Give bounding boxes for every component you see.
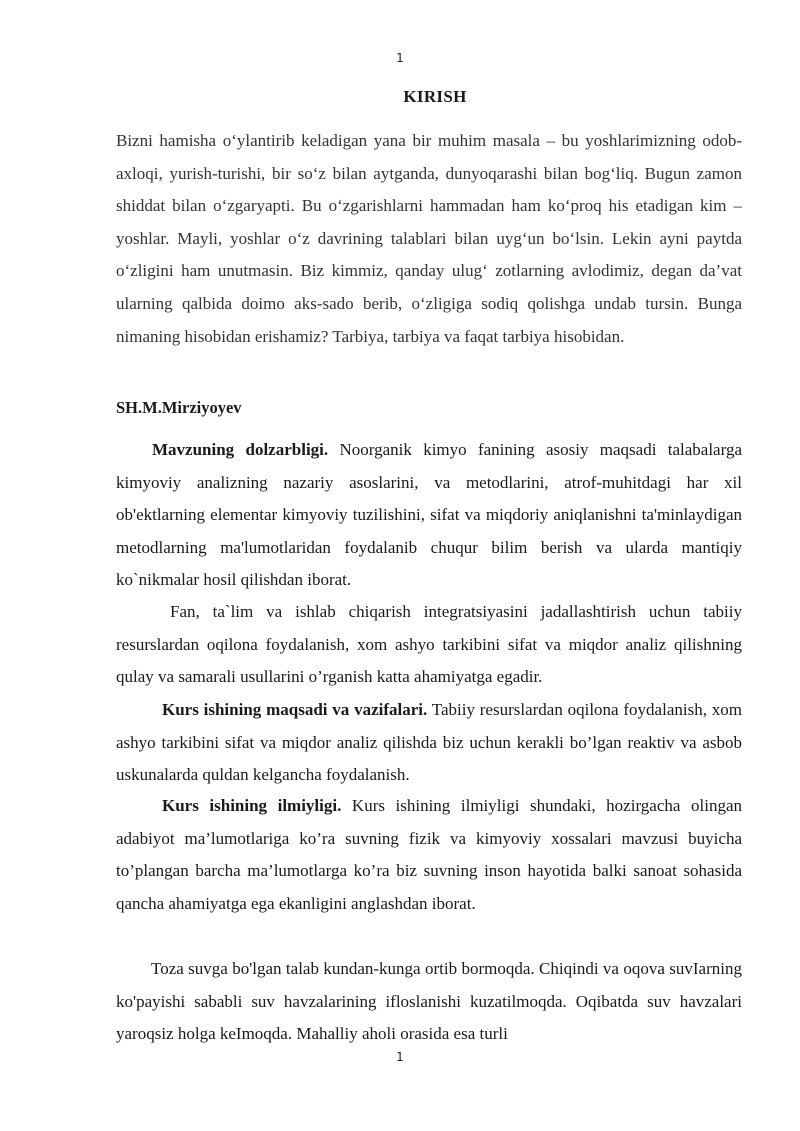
science-paragraph: Fan, ta`lim va ishlab chiqarish integratsiyasini jadallashtirish uchun tabiiy resurslardan oqilona foydalanish, xom ashyo tarkibini sifat va miqdor analiz qilishning qulay va samarali usullarini o’rganish katta ahamiyatga egadir. [116, 602, 742, 687]
relevance-paragraph [116, 434, 742, 597]
novelty-heading: Kurs ishining ilmiyligi. [162, 796, 342, 815]
water-paragraph: Toza suvga bo'lgan talab kundan-kunga ortib bormoqda. Chiqindi va oqova suvIarning ko'payishi sababli suv havzalarining ifloslanishi kuzatilmoqda. Oqibatda suv havzalari yaroqsiz holga keImoqda. Mahalliy aholi orasida esa turli [116, 959, 742, 1044]
novelty-paragraph [116, 790, 742, 920]
goals-heading: Kurs ishining maqsadi va vazifalari. [162, 700, 428, 719]
epigraph-paragraph: Bizni hamisha o‘ylantirib keladigan yana bir muhim masala – bu yoshlarimizning odob-axloqi, yurish-turishi, bir so‘z bilan aytganda, dunyoqarashi bilan bog‘liq. Bugun zamon shiddat bilan o‘zgaryapti. Bu o‘zgarishlarni hammadan ham ko‘proq his etadigan kim – yoshlar. Mayli, yoshlar o‘z davrining talablari bilan uyg‘un bo‘lsin. Lekin ayni paytda o‘zligini ham unutmasin. Biz kimmiz, qanday ulug‘ zotlarning avlodimiz, degan da’vat ularning qalbida doimo aks-sado berib, o‘zligiga sodiq qolishga undab tursin. Bunga nimaning hisobidan erishamiz? Tarbiya, tarbiya va faqat tarbiya hisobidan. [116, 131, 742, 346]
relevance-heading: Mavzuning dolzarbligi. [152, 440, 329, 459]
section-title: KIRISH [403, 87, 467, 106]
page-number-top: 1 [396, 51, 404, 65]
page-number-bottom: 1 [396, 1050, 404, 1064]
novelty-text: Kurs ishining ilmiyligi shundaki, hozirgacha olingan adabiyot ma’lumotlariga ko’ra suvning fizik va kimyoviy xossalari mavzusi buyicha to’plangan barcha ma’lumotlarga ko’ra biz suvning inson hayotida balki sanoat sohasida qancha ahamiyatga ega ekanligini anglashdan iborat. [116, 796, 742, 913]
goals-text: Tabiiy resurslardan oqilona foydalanish, xom ashyo tarkibini sifat va miqdor analiz qilishda biz uchun kerakli bo’lgan reaktiv va asbob uskunalarda quldan kelgancha foydalanish. [116, 700, 742, 785]
epigraph-author: SH.M.Mirziyoyev [116, 398, 242, 417]
relevance-text: Noorganik kimyo fanining asosiy maqsadi talabalarga kimyoviy analizning nazariy asoslarini, va metodlarini, atrof-muhitdagi har xil ob'ektlarning elementar kimyoviy tuzilishini, sifat va miqdoriy aniqlanishni ta'minlaydigan metodlarning ma'lumotlaridan foydalanib chuqur bilim berish va ularda mantiqiy ko`nikmalar hosil qilishdan iborat. [116, 440, 743, 590]
goals-paragraph [116, 694, 742, 792]
